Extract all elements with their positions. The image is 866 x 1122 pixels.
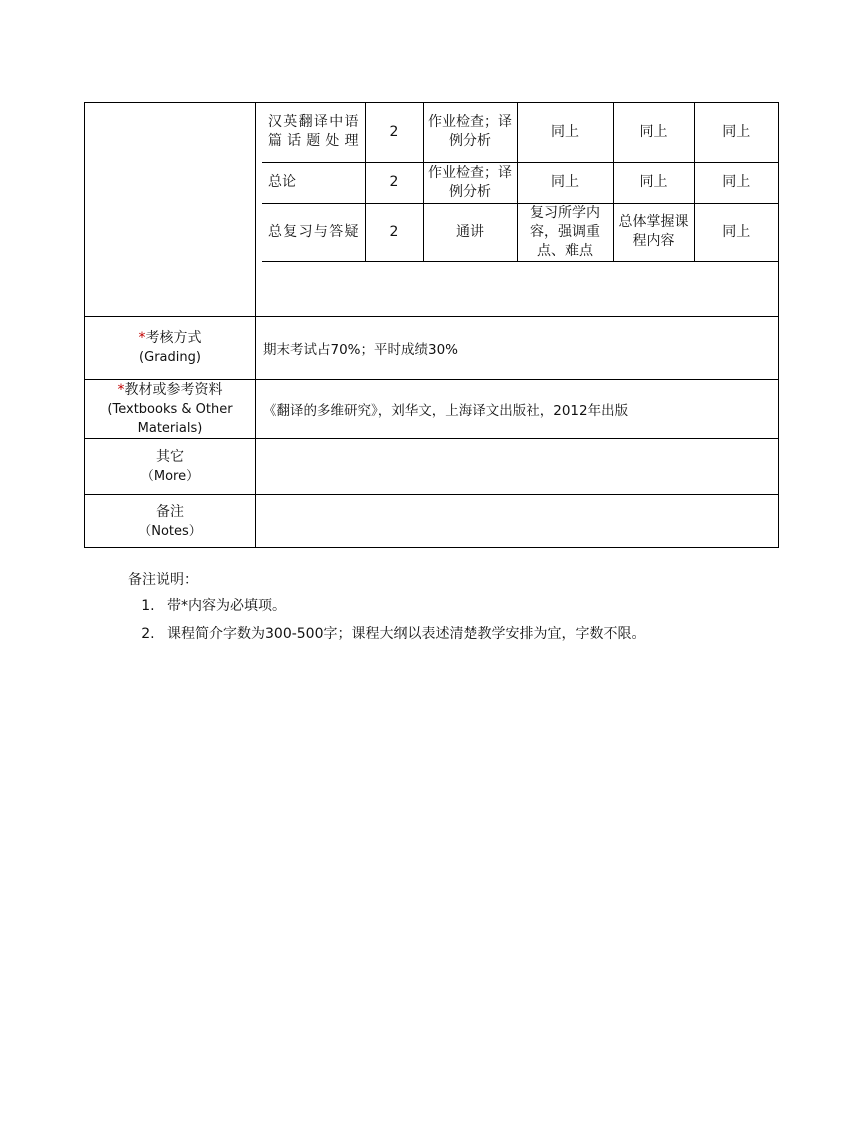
hours-cell: 2 — [365, 203, 423, 261]
more-label-cn: 其它 — [156, 448, 184, 465]
objective-cell: 同上 — [517, 103, 613, 162]
table-row — [262, 203, 778, 261]
textbooks-label-cn: 教材或参考资料 — [124, 381, 223, 398]
notes-label-cn: 备注 — [156, 503, 184, 520]
objective-cell: 复习所学内容，强调重点、难点 — [517, 203, 613, 261]
grading-label-cn: 考核方式 — [145, 330, 202, 346]
more-label-en: （More） — [140, 468, 200, 484]
grading-value: 期末考试占70%；平时成绩30% — [263, 342, 459, 358]
required-mark: * — [138, 330, 146, 346]
requirement-cell: 总体掌握课程内容 — [613, 203, 694, 261]
assessment-cell: 同上 — [694, 162, 778, 203]
method-cell: 作业检查；译例分析 — [423, 162, 517, 203]
column-divider — [255, 103, 256, 547]
assessment-cell: 同上 — [694, 203, 778, 261]
assessment-cell: 同上 — [694, 103, 778, 162]
list-item: 2. 课程简介字数为300-500字；课程大纲以表述清楚教学安排为宜，字数不限。 — [159, 624, 646, 644]
textbooks-value: 《翻译的多维研究》，刘华文，上海译文出版社，2012年出版 — [263, 403, 629, 419]
topic-cell: 汉英翻译中语篇话题处理 — [262, 103, 365, 162]
method-cell: 通讲 — [423, 203, 517, 261]
topic-cell: 总论 — [262, 162, 365, 203]
hours-cell: 2 — [365, 162, 423, 203]
list-item: 1. 带*内容为必填项。 — [159, 596, 646, 616]
requirement-cell: 同上 — [613, 103, 694, 162]
notes-label — [85, 495, 255, 548]
remarks-section — [128, 570, 646, 652]
hours-cell: 2 — [365, 103, 423, 162]
remarks-title: 备注说明： — [128, 572, 198, 588]
schedule-table — [262, 103, 778, 262]
syllabus-table — [84, 102, 779, 548]
method-cell: 作业检查；译例分析 — [423, 103, 517, 162]
notes-label-en: （Notes） — [138, 523, 202, 539]
objective-cell: 同上 — [517, 162, 613, 203]
table-row — [262, 162, 778, 203]
more-label — [85, 439, 255, 494]
grading-label — [85, 317, 255, 379]
textbooks-label — [85, 380, 255, 438]
requirement-cell: 同上 — [613, 162, 694, 203]
remarks-list — [128, 596, 646, 644]
required-mark: * — [117, 381, 125, 398]
table-row — [262, 103, 778, 162]
topic-cell: 总复习与答疑 — [262, 203, 365, 261]
grading-label-en: (Grading) — [139, 350, 201, 365]
textbooks-label-en: (Textbooks & Other Materials) — [107, 401, 233, 436]
